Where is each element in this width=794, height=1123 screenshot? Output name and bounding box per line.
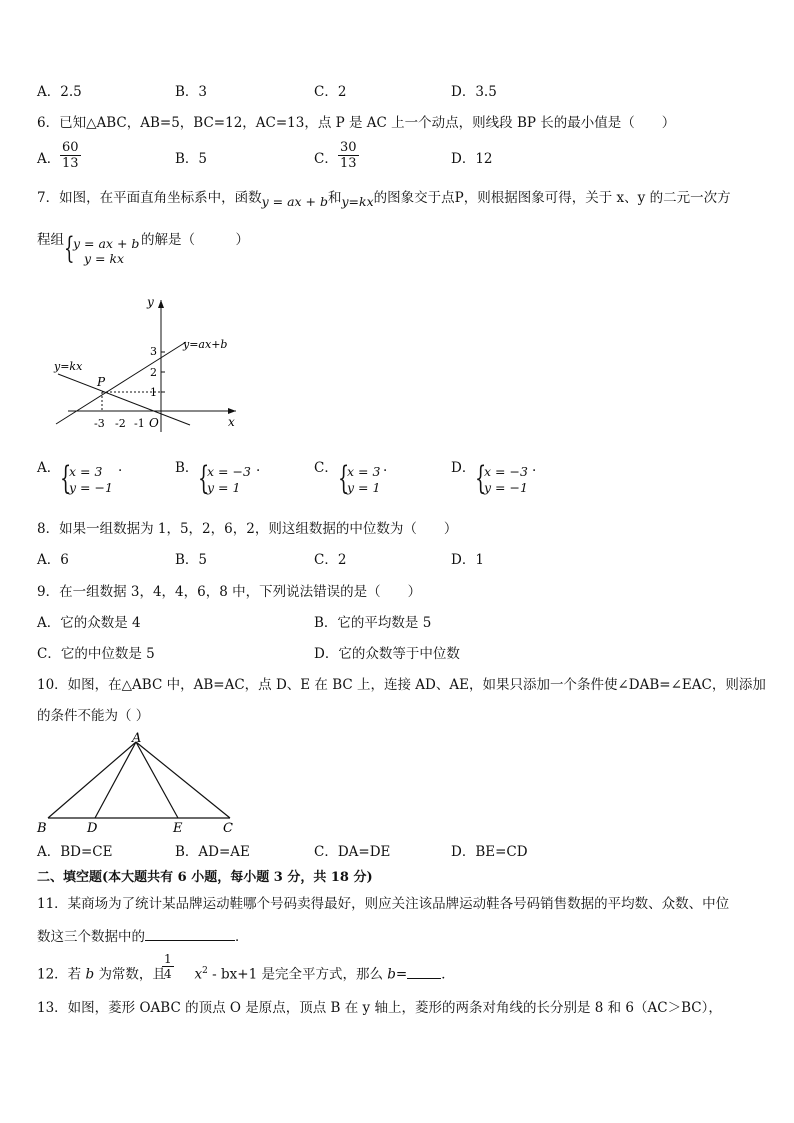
q10-segment-ae bbox=[136, 742, 178, 818]
q8-option-a: A．6 bbox=[37, 552, 69, 568]
q10-option-c: C．DA=DE bbox=[314, 844, 391, 860]
q12-pre: 12．若 bbox=[37, 966, 82, 983]
q10-stem-line1: 10．如图，在△ABC 中，AB=AC，点 D、E 在 BC 上，连接 AD、AE，如果只添加一个条件使∠DAB=∠EAC，则添加 bbox=[37, 677, 766, 693]
q7-line2-label: y=kx bbox=[54, 360, 83, 373]
q7-system-brace: { bbox=[64, 231, 75, 266]
q10-segment-ab bbox=[48, 742, 136, 818]
q7-option-b-label: B． bbox=[175, 460, 199, 476]
q11-line2-end: ． bbox=[235, 929, 249, 945]
q9-option-d: D．它的众数等于中位数 bbox=[314, 646, 460, 662]
q6-stem: 6．已知△ABC，AB=5，BC=12，AC=13，点 P 是 AC 上一个动点，则线段 BP 长的最小值是（ ） bbox=[37, 115, 676, 131]
q9-option-c: C．它的中位数是 5 bbox=[37, 646, 155, 662]
q12-term-x: x bbox=[194, 966, 203, 983]
q7-stem-line2-pre: 程组 bbox=[37, 232, 64, 248]
q11-stem-line1: 11．某商场为了统计某品牌运动鞋哪个号码卖得最好，则应关注该品牌运动鞋各号码销售数据的平均数、众数、中位 bbox=[37, 896, 730, 912]
q6-option-a-label: A． bbox=[37, 151, 61, 167]
q7-option-a-dot: · bbox=[118, 463, 123, 479]
q6-a-numerator: 60 bbox=[62, 140, 79, 155]
q7-option-a-brace: { bbox=[60, 459, 72, 497]
q11-line2-text: 数这三个数据中的 bbox=[37, 929, 145, 945]
q7-option-a-system bbox=[60, 459, 113, 497]
q7-option-d-label: D． bbox=[451, 460, 476, 476]
q7-formula-1: y = ax + b bbox=[261, 194, 328, 209]
q7-option-c-system bbox=[338, 459, 381, 497]
q7-option-c-label: C． bbox=[314, 460, 338, 476]
q8-stem: 8．如果一组数据为 1，5，2，6，2，则这组数据的中位数为（ ） bbox=[37, 521, 458, 537]
q10-stem-line2: 的条件不能为（ ） bbox=[37, 708, 150, 724]
q7-option-b-eq2: y = 1 bbox=[207, 480, 241, 495]
q9-stem: 9．在一组数据 3，4，4，6，8 中，下列说法错误的是（ ） bbox=[37, 584, 422, 600]
q7-formula-2: y=kx bbox=[341, 194, 374, 209]
q7-system-eq1: y = ax + b bbox=[73, 236, 140, 251]
q10-label-b: B bbox=[37, 821, 47, 836]
q7-equation-system bbox=[64, 231, 140, 266]
q7-option-c-eq2: y = 1 bbox=[347, 480, 381, 495]
q7-x-label: x bbox=[228, 415, 235, 429]
q7-option-b-system bbox=[198, 459, 251, 497]
q10-option-d: D．BE=CD bbox=[451, 844, 528, 860]
q10-option-a: A．BD=CE bbox=[37, 844, 113, 860]
q5-option-a: A．2.5 bbox=[37, 84, 82, 100]
q7-option-b-brace: { bbox=[198, 459, 210, 497]
q9-option-b: B．它的平均数是 5 bbox=[314, 615, 432, 631]
q7-stem-line1 bbox=[37, 189, 731, 207]
q10-segment-ac bbox=[136, 742, 230, 818]
q7-line-ax-b bbox=[56, 342, 186, 424]
q7-option-b-eq1: x = −3 bbox=[207, 464, 251, 479]
q12-mid: 为常数，且 bbox=[98, 966, 166, 983]
q10-label-e: E bbox=[173, 821, 183, 836]
q6-option-d: D．12 bbox=[451, 151, 493, 167]
q11-stem-line2 bbox=[37, 926, 249, 946]
q7-option-c-dot: · bbox=[383, 463, 388, 479]
q6-a-denominator: 13 bbox=[62, 156, 79, 171]
q7-y-arrow bbox=[158, 300, 164, 308]
q7-x-arrow bbox=[228, 408, 236, 414]
q7-option-d-dot: · bbox=[532, 463, 537, 479]
q7-option-d-brace: { bbox=[475, 459, 487, 497]
q10-label-a: A bbox=[132, 731, 142, 746]
q5-option-d: D．3.5 bbox=[451, 84, 497, 100]
q12-post: - bx+1 是完全平方式，那么 bbox=[207, 966, 383, 983]
q7-option-c-eq1: x = 3 bbox=[347, 464, 381, 479]
q6-c-denominator: 13 bbox=[340, 156, 357, 171]
q7-option-a-eq1: x = 3 bbox=[69, 464, 103, 479]
q12-var-b: b bbox=[85, 966, 95, 983]
q7-tick-label-y1: 1 bbox=[150, 386, 157, 399]
q7-option-d-system bbox=[475, 459, 528, 497]
q7-option-d-eq1: x = −3 bbox=[484, 464, 528, 479]
q8-option-c: C．2 bbox=[314, 552, 347, 568]
q7-system-eq2: y = kx bbox=[84, 251, 125, 266]
q7-tick-label-x-2: -2 bbox=[115, 417, 126, 430]
q6-option-b: B．5 bbox=[175, 151, 208, 167]
q7-line1-label: y=ax+b bbox=[183, 338, 228, 351]
q12-frac-num: 1 bbox=[164, 952, 172, 966]
q7-option-b-dot: · bbox=[256, 463, 261, 479]
q7-option-c-brace: { bbox=[338, 459, 350, 497]
q12-answer-blank[interactable] bbox=[407, 964, 441, 979]
q9-option-a: A．它的众数是 4 bbox=[37, 615, 141, 631]
q5-option-b: B．3 bbox=[175, 84, 208, 100]
q12-fraction bbox=[162, 952, 174, 981]
q7-option-d-eq2: y = −1 bbox=[484, 480, 528, 495]
q7-tick-label-x-1: -1 bbox=[134, 417, 145, 430]
q7-y-label: y bbox=[147, 295, 154, 309]
q6-option-c-fraction bbox=[338, 140, 359, 171]
q7-stem-post: 的图象交于点P，则根据图象可得，关于 x、y 的二元一次方 bbox=[373, 190, 731, 206]
q7-tick-label-y2: 2 bbox=[150, 366, 157, 379]
q7-tick-label-x-3: -3 bbox=[94, 417, 105, 430]
q10-option-b: B．AD=AE bbox=[175, 844, 250, 860]
q6-option-c-label: C． bbox=[314, 151, 338, 167]
q12-superscript: 2 bbox=[202, 966, 208, 976]
q12-frac-den: 4 bbox=[164, 967, 172, 981]
q10-label-d: D bbox=[87, 821, 98, 836]
q6-option-a-fraction bbox=[60, 140, 81, 171]
q7-origin-label: O bbox=[149, 416, 159, 430]
q13-stem-line1: 13．如图，菱形 OABC 的顶点 O 是原点，顶点 B 在 y 轴上，菱形的两条对角线的长分别是 8 和 6（AC＞BC）， bbox=[37, 1000, 722, 1016]
q7-coordinate-figure bbox=[50, 292, 250, 440]
q7-option-a-eq2: y = −1 bbox=[69, 480, 113, 495]
section-2-title: 二、填空题(本大题共有 6 小题，每小题 3 分，共 18 分) bbox=[37, 870, 373, 885]
q7-stem-pre: 7．如图，在平面直角坐标系中，函数 bbox=[37, 190, 262, 206]
q7-stem-mid: 和 bbox=[328, 190, 342, 206]
q6-c-numerator: 30 bbox=[340, 140, 357, 155]
q7-tick-label-y3: 3 bbox=[150, 345, 157, 358]
q7-option-a-label: A． bbox=[37, 460, 61, 476]
q11-answer-blank[interactable] bbox=[145, 926, 235, 941]
q12-tail: b= bbox=[387, 966, 408, 983]
q10-segment-ad bbox=[95, 742, 136, 818]
q7-point-p-label: P bbox=[97, 375, 106, 389]
q8-option-b: B．5 bbox=[175, 552, 208, 568]
q12-stem bbox=[37, 962, 455, 984]
q10-label-c: C bbox=[223, 821, 233, 836]
q10-triangle-figure bbox=[34, 730, 244, 836]
q7-stem-line2-post: 的解是（ ） bbox=[141, 232, 249, 248]
q5-option-c: C．2 bbox=[314, 84, 347, 100]
q12-end: ． bbox=[441, 966, 455, 983]
q8-option-d: D．1 bbox=[451, 552, 484, 568]
